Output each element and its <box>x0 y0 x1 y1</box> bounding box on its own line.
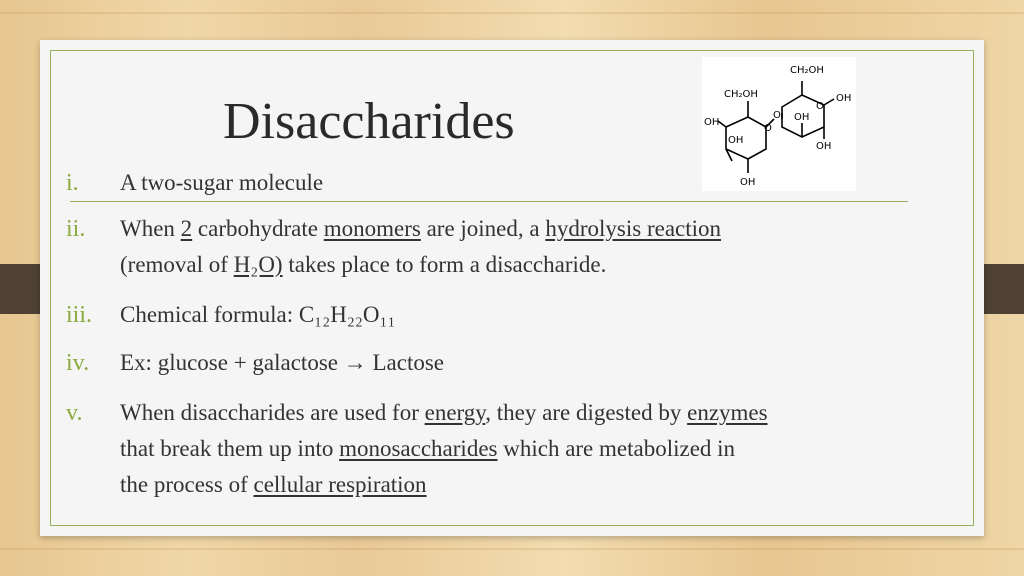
text-run: that break them up into <box>120 436 340 461</box>
list-text: A two-sugar molecule <box>120 170 324 195</box>
list-numeral: iv. <box>66 350 90 376</box>
list-numeral: i. <box>66 170 79 196</box>
label-oh-4: OH <box>728 135 744 146</box>
underlined-term: energy <box>424 400 486 425</box>
list-numeral: iii. <box>66 302 93 328</box>
label-o-ring1: O <box>764 123 772 134</box>
list-numeral: v. <box>66 400 83 426</box>
text-run: which are metabolized in <box>497 436 736 461</box>
label-oh-5: OH <box>816 141 832 152</box>
slide <box>40 40 984 536</box>
label-ch2oh-left: CH₂OH <box>724 89 758 100</box>
text-run: When disaccharides are used for <box>120 400 425 425</box>
underlined-term: monosaccharides <box>339 436 498 461</box>
text-run: the process of <box>120 472 254 497</box>
label-ch2oh-top: CH₂OH <box>790 65 824 76</box>
label-oh-3: OH <box>704 117 720 128</box>
underlined-term: H₂O) <box>233 252 283 277</box>
underlined-term: enzymes <box>687 400 768 425</box>
label-oh-1: OH <box>836 93 852 104</box>
title-divider <box>70 201 908 202</box>
text-run: When <box>120 216 181 241</box>
list-text: Chemical formula: C₁₂H₂₂O₁₁ <box>120 302 396 327</box>
underlined-term: cellular respiration <box>253 472 427 497</box>
label-o-link: O <box>773 110 781 121</box>
list-numeral: ii. <box>66 216 86 242</box>
text-run: (removal of <box>120 252 234 277</box>
text-run: takes place to form a disaccharide. <box>282 252 607 277</box>
underlined-term: 2 <box>180 216 193 241</box>
list-text <box>120 211 920 283</box>
list-text: Ex: glucose + galactose → Lactose <box>120 350 444 375</box>
underlined-term: hydrolysis reaction <box>545 216 722 241</box>
label-o-ring2: O <box>816 101 824 112</box>
list-text <box>120 395 920 503</box>
text-run: are joined, a <box>420 216 546 241</box>
text-run: , they are digested by <box>485 400 688 425</box>
label-oh-2: OH <box>794 112 810 123</box>
text-run: carbohydrate <box>192 216 324 241</box>
underlined-term: monomers <box>323 216 421 241</box>
slide-title: Disaccharides <box>223 93 515 150</box>
label-oh-6: OH <box>740 177 756 188</box>
